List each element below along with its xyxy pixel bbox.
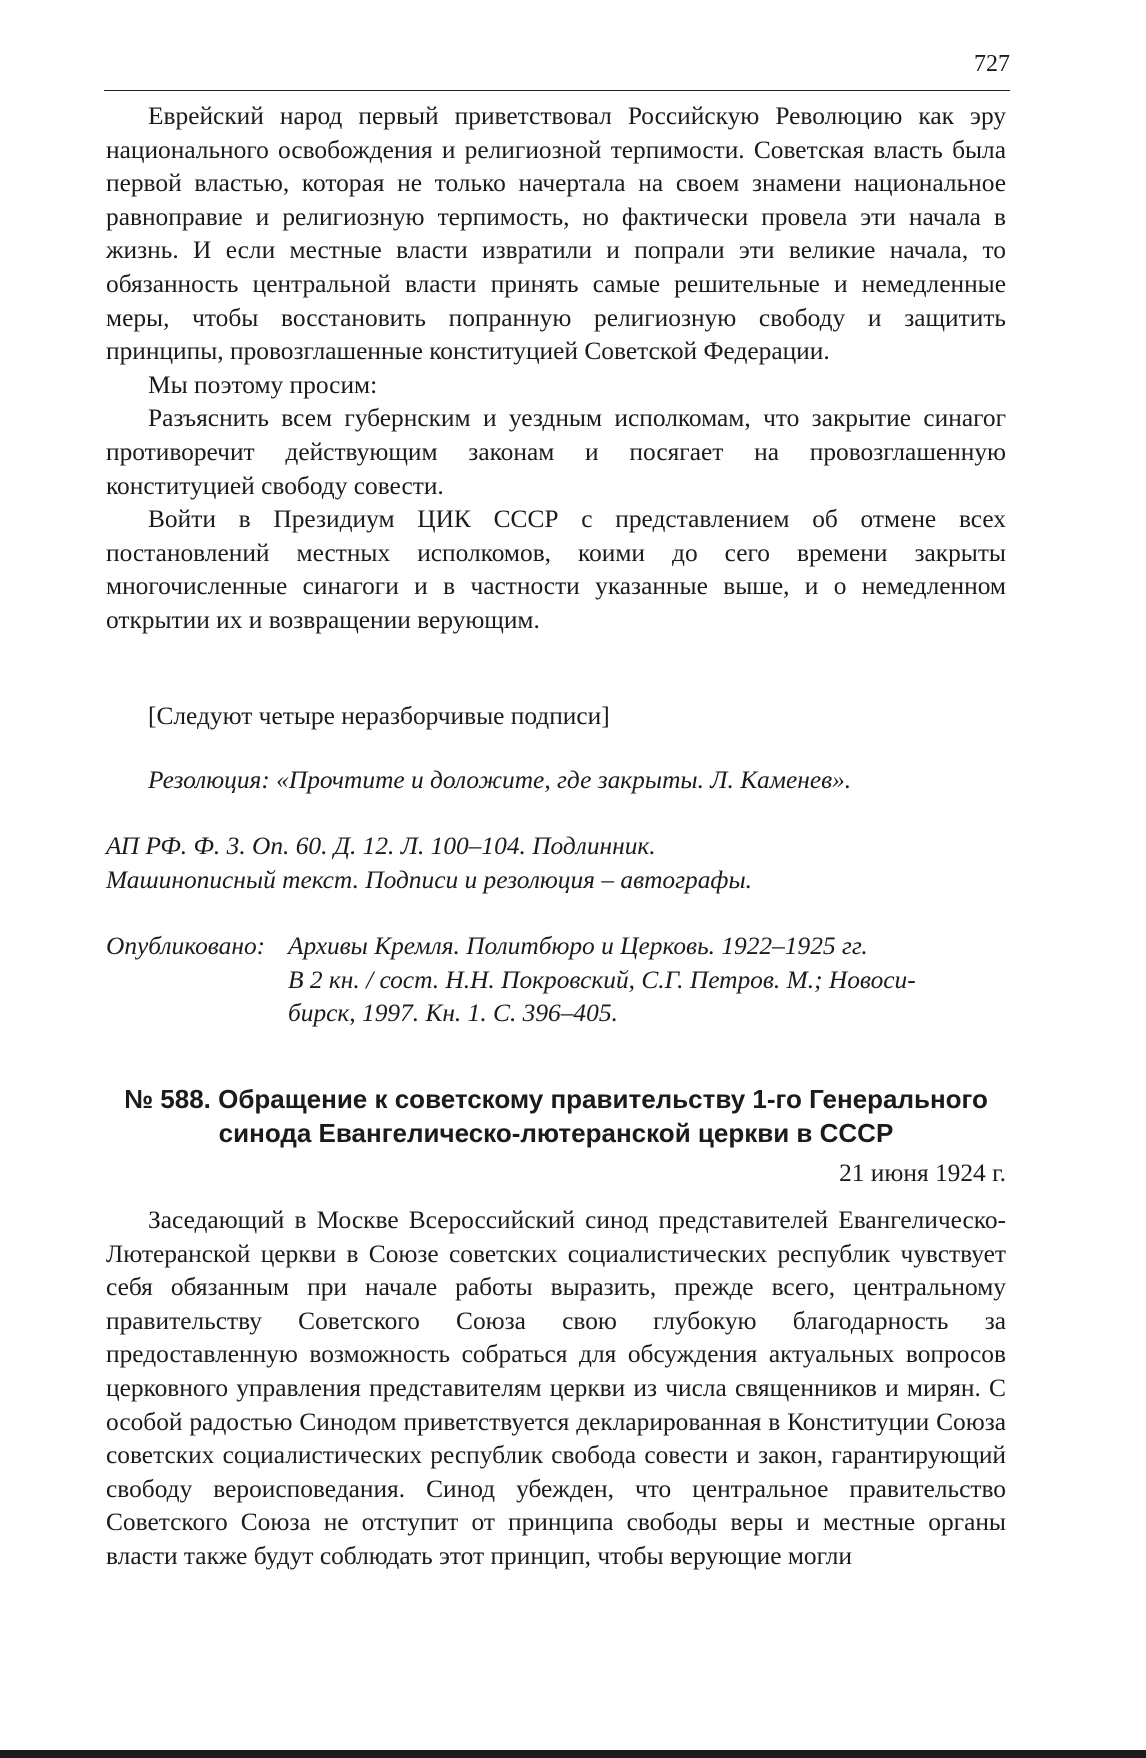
document-heading-line-1: № 588. Обращение к советскому правительству 1-го Генерального bbox=[124, 1084, 988, 1114]
document-heading bbox=[106, 1082, 1006, 1150]
archive-line-1: АП РФ. Ф. 3. Оп. 60. Д. 12. Л. 100–104. Подлинник. bbox=[106, 832, 656, 860]
paragraph-main: Еврейский народ первый приветствовал Российскую Революцию как эру национального освобождения и религиозной терпимости. Советская власть была первой властью, которая не только начертала на своем знамени национальное равноправие и религиозную терпимость, но фактически провела эти начала в жизнь. И если местные власти извратили и попрали эти великие начала, то обязанность центральной власти принять самые решительные и немедленные меры, чтобы восстановить попранную религиозную свободу и защитить принципы, провозглашенные конституцией Советской Федерации. bbox=[106, 102, 1006, 366]
signatures-note: [Следуют четыре неразборчивые подписи] bbox=[148, 702, 610, 730]
archive-line-2: Машинописный текст. Подписи и резолюция – автографы. bbox=[106, 865, 752, 894]
document-date: 21 июня 1924 г. bbox=[839, 1159, 1006, 1187]
paragraph-point-1: Разъяснить всем губернским и уездным исполкомам, что закрытие синагог противоречит действующим законам и посягает на провозглашенную конституцией свободу совести. bbox=[106, 404, 1006, 500]
published-label: Опубликовано: bbox=[106, 932, 266, 960]
resolution-label: Резолюция: bbox=[148, 766, 270, 794]
published-line-2: В 2 кн. / сост. Н.Н. Покровский, С.Г. Петров. М.; Новоси- bbox=[288, 965, 916, 994]
document-body bbox=[106, 1204, 1006, 1574]
petition-text bbox=[106, 100, 1006, 638]
published-line-1: Архивы Кремля. Политбюро и Церковь. 1922–1925 гг. bbox=[288, 932, 868, 960]
resolution bbox=[106, 764, 1006, 798]
header-rule bbox=[104, 90, 1010, 91]
paragraph-request: Мы поэтому просим: bbox=[148, 370, 378, 399]
page-number: 727 bbox=[974, 51, 1010, 77]
published-line-3: бирск, 1997. Кн. 1. С. 396–405. bbox=[288, 999, 618, 1028]
paragraph-point-2: Войти в Президиум ЦИК СССР с представлением об отмене всех постановлений местных исполкомов, коими до сего времени закрыты многочисленные синагоги и в частности указанные выше, и о немедленном открытии их и возвращении верующим. bbox=[106, 505, 1006, 634]
document-body-paragraph: Заседающий в Москве Всероссийский синод представителей Евангелическо-Лютеранской церкви в Союзе советских социалистических республик чувствует себя обязанным при начале работы выразить, прежде всего, центральному правительству Советского Союза свою глубокую благодарность за предоставленную возможность собраться для обсуждения актуальных вопросов церковного управления представителям церкви из числа священников и мирян. С особой радостью Синодом приветствуется декларированная в Конституции Союза советских социалистических республик свобода совести и закон, гарантирующий свободу вероисповедания. Синод убежден, что центральное правительство Советского Союза не отступит от принципа свободы веры и местные органы власти также будут соблюдать этот принцип, чтобы верующие могли bbox=[106, 1206, 1006, 1570]
resolution-text: «Прочтите и доложите, где закрыты. Л. Каменев». bbox=[276, 766, 852, 794]
publication-info bbox=[106, 930, 1006, 1030]
document-heading-line-2: синода Евангелическо-лютеранской церкви в СССР bbox=[218, 1118, 894, 1148]
archive-reference bbox=[106, 830, 1006, 897]
scan-edge bbox=[0, 1750, 1146, 1758]
